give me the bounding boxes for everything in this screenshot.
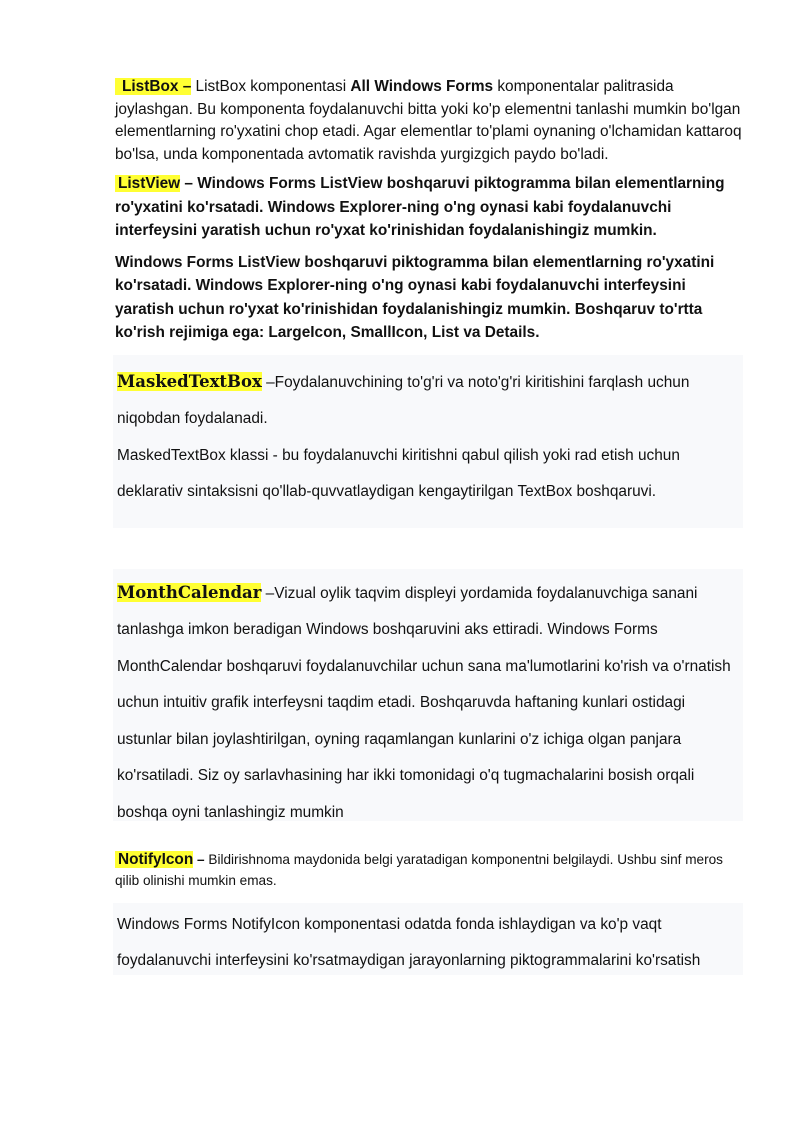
listview-term: ListView	[115, 175, 180, 192]
notifyicon-paragraph-2: Windows Forms NotifyIcon komponentasi odatda fonda ishlaydigan va ko'p vaqt foydalanuvchi interfeysini ko'rsatmaydigan jarayonlarning piktogrammalarini ko'rsatish	[117, 915, 701, 969]
notifyicon-dash: –	[193, 851, 209, 867]
listbox-text-2: komponentalar palitrasida joylashgan. Bu komponenta foydalanuvchi bitta yoki ko'p elementni tanlashi mumkin bo'lgan elementlarning ro'yxatini chop etadi. Agar elementlar to'plami oynaning o'lchamidan kattaroq bo'lsa, unda komponentada avtomatik ravishda yurgizgich paydo bo'ladi.	[115, 78, 742, 163]
monthcalendar-term: MonthCalendar	[117, 582, 262, 602]
document-page	[115, 76, 747, 975]
listbox-paragraph	[115, 76, 747, 166]
maskedtextbox-text: –Foydalanuvchining to'g'ri va noto'g'ri kiritishini farqlash uchun niqobdan foydalanadi.	[117, 373, 690, 427]
listview-paragraph-2: Windows Forms ListView boshqaruvi piktogramma bilan elementlarning ro'yxatini ko'rsatadi. Windows Explorer-ning o'ng oynasi kabi foydalanuvchi interfeysini yaratish uchun ro'yxat ko'rinishidan foydalanishingiz mumkin. Boshqaruv to'rtta ko'rish rejimiga ega: LargeIcon, SmallIcon, List va Details.	[115, 253, 715, 341]
monthcalendar-section	[113, 569, 743, 821]
monthcalendar-paragraph	[117, 575, 743, 832]
notifyicon-text: Bildirishnoma maydonida belgi yaratadigan komponentni belgilaydi. Ushbu sinf meros qilib olinishi mumkin emas.	[115, 851, 723, 888]
maskedtextbox-term: MaskedTextBox	[117, 371, 262, 391]
listbox-bold: All Windows Forms	[350, 78, 494, 95]
notifyicon-term: NotifyIcon	[115, 851, 193, 868]
maskedtextbox-paragraph	[117, 364, 743, 438]
notifyicon-paragraph	[115, 849, 747, 891]
notifyicon-section	[113, 903, 743, 975]
listbox-text-1: ListBox komponentasi	[191, 78, 351, 95]
maskedtextbox-section	[113, 355, 743, 528]
maskedtextbox-paragraph-2: MaskedTextBox klassi - bu foydalanuvchi kiritishni qabul qilish yoki rad etish uchun deklarativ sintaksisni qo'llab-quvvatlaydigan kengaytirilgan TextBox boshqaruvi.	[117, 446, 680, 500]
monthcalendar-text: –Vizual oylik taqvim displeyi yordamida foydalanuvchiga sanani tanlashga imkon beradigan Windows boshqaruvini aks ettiradi. Windows Forms MonthCalendar boshqaruvi foydalanuvchilar uchun sana ma'lumotlarini ko'rish va o'rnatish uchun intuitiv grafik interfeysni taqdim etadi. Boshqaruvda haftaning kunlari ostidagi ustunlar bilan joylashtirilgan, oyning raqamlangan kunlarini o'z ichiga olgan panjara ko'rsatiladi. Siz oy sarlavhasining har ikki tomonidagi o'q tugmachalarini bosish orqali boshqa oyni tanlashingiz mumkin	[117, 584, 731, 821]
listbox-term: ListBox –	[115, 78, 191, 95]
listview-text: – Windows Forms ListView boshqaruvi piktogramma bilan elementlarning ro'yxatini ko'rsatadi. Windows Explorer-ning o'ng oynasi kabi foydalanuvchi interfeysini yaratish uchun ro'yxat ko'rinishidan foydalanishingiz mumkin.	[115, 175, 725, 239]
listview-paragraph	[115, 172, 747, 243]
